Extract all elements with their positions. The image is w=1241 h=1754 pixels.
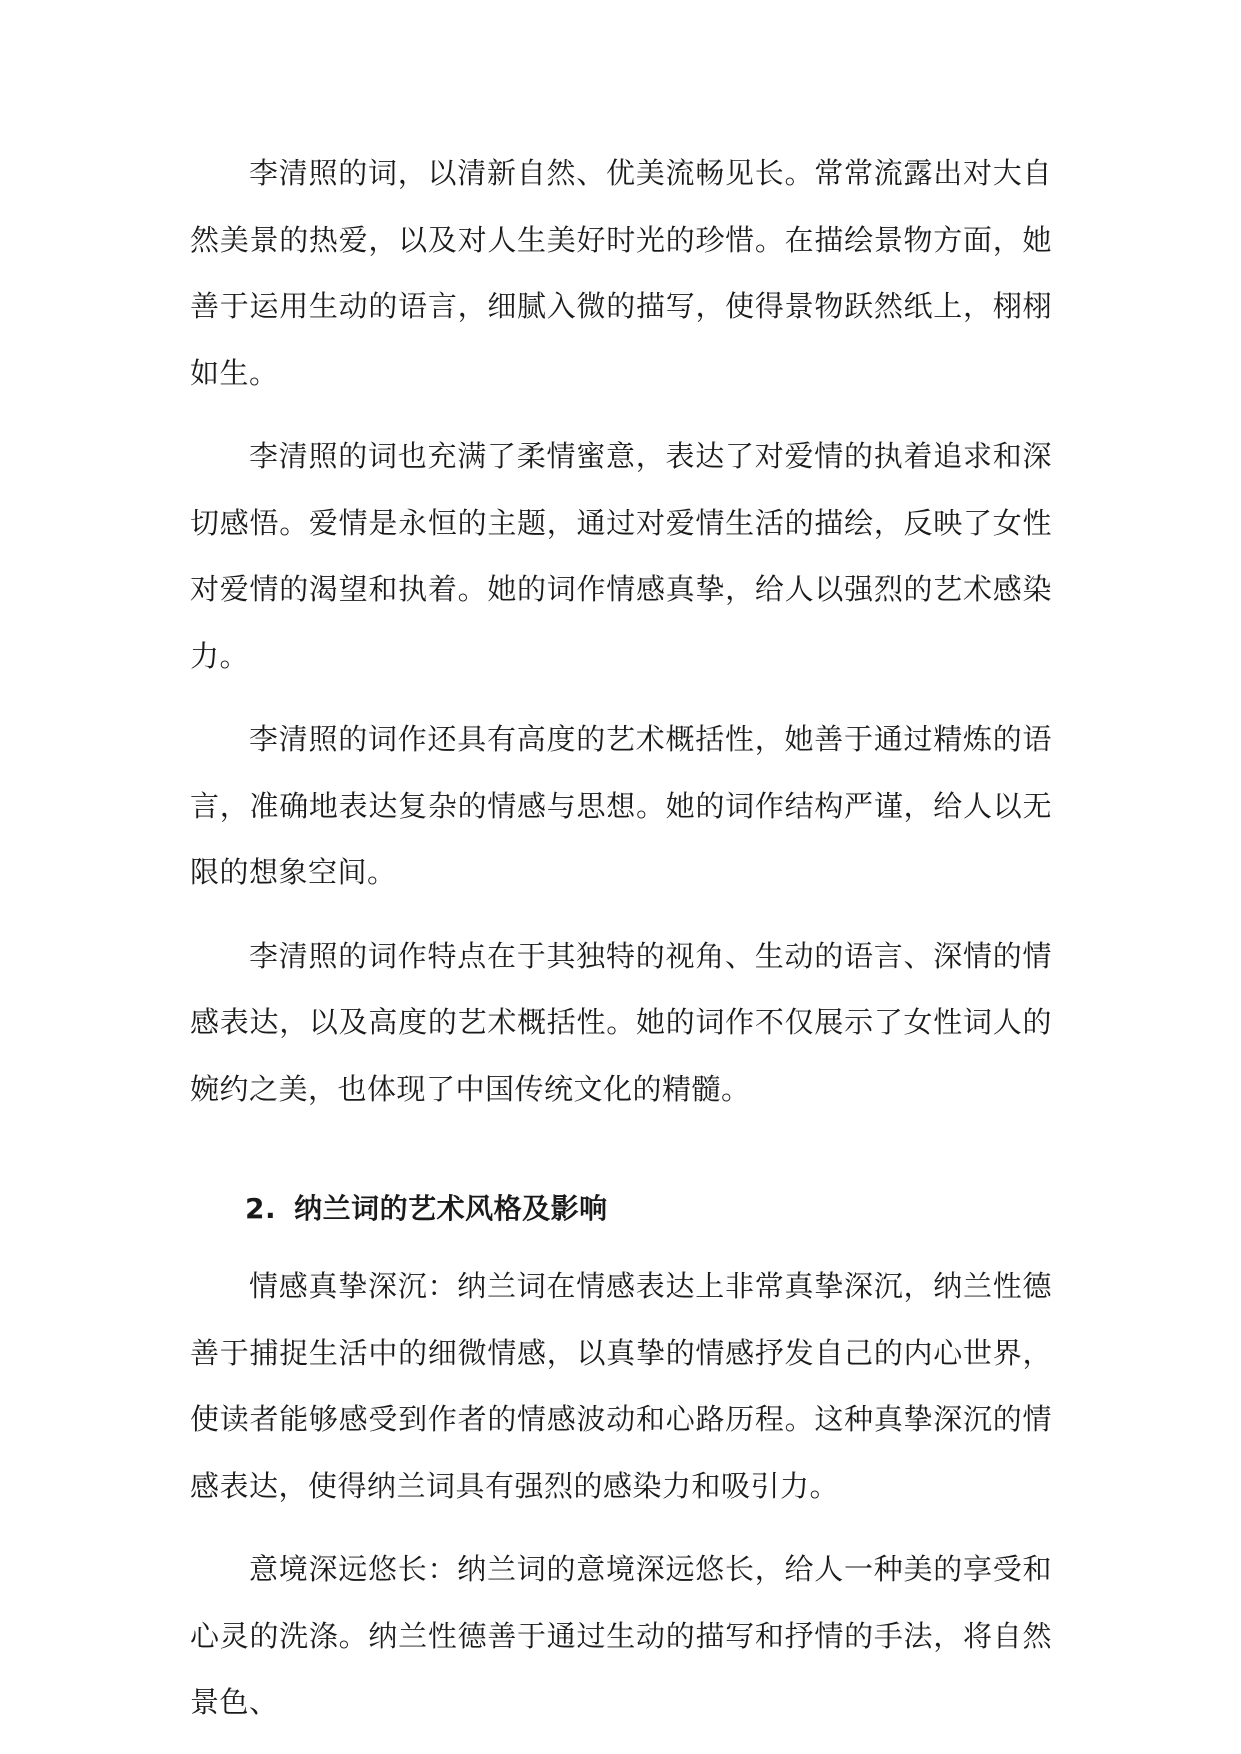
- paragraph: 情感真挚深沉：纳兰词在情感表达上非常真挚深沉，纳兰性德善于捕捉生活中的细微情感，以真挚的情感抒发自己的内心世界，使读者能够感受到作者的情感波动和心路历程。这种真挚深沉的情感表达，使得纳兰词具有强烈的感染力和吸引力。: [190, 1269, 1052, 1503]
- paragraph: 意境深远悠长：纳兰词的意境深远悠长，给人一种美的享受和心灵的洗涤。纳兰性德善于通过生动的描写和抒情的手法，将自然景色、: [190, 1552, 1052, 1719]
- paragraph: 李清照的词作还具有高度的艺术概括性，她善于通过精炼的语言，准确地表达复杂的情感与思想。她的词作结构严谨，给人以无限的想象空间。: [190, 722, 1052, 889]
- paragraph: 李清照的词，以清新自然、优美流畅见长。常常流露出对大自然美景的热爱，以及对人生美好时光的珍惜。在描绘景物方面，她善于运用生动的语言，细腻入微的描写，使得景物跃然纸上，栩栩如生。: [190, 156, 1052, 390]
- section-title: 纳兰词的艺术风格及影响: [294, 1192, 608, 1225]
- section-number: 2.: [245, 1192, 277, 1225]
- document-body: [190, 140, 1052, 1753]
- paragraph: 李清照的词也充满了柔情蜜意，表达了对爱情的执着追求和深切感悟。爱情是永恒的主题，通过对爱情生活的描绘，反映了女性对爱情的渴望和执着。她的词作情感真挚，给人以强烈的艺术感染力。: [190, 439, 1052, 673]
- paragraph: 李清照的词作特点在于其独特的视角、生动的语言、深情的情感表达，以及高度的艺术概括性。她的词作不仅展示了女性词人的婉约之美，也体现了中国传统文化的精髓。: [190, 938, 1052, 1106]
- section-heading: [190, 1176, 1052, 1242]
